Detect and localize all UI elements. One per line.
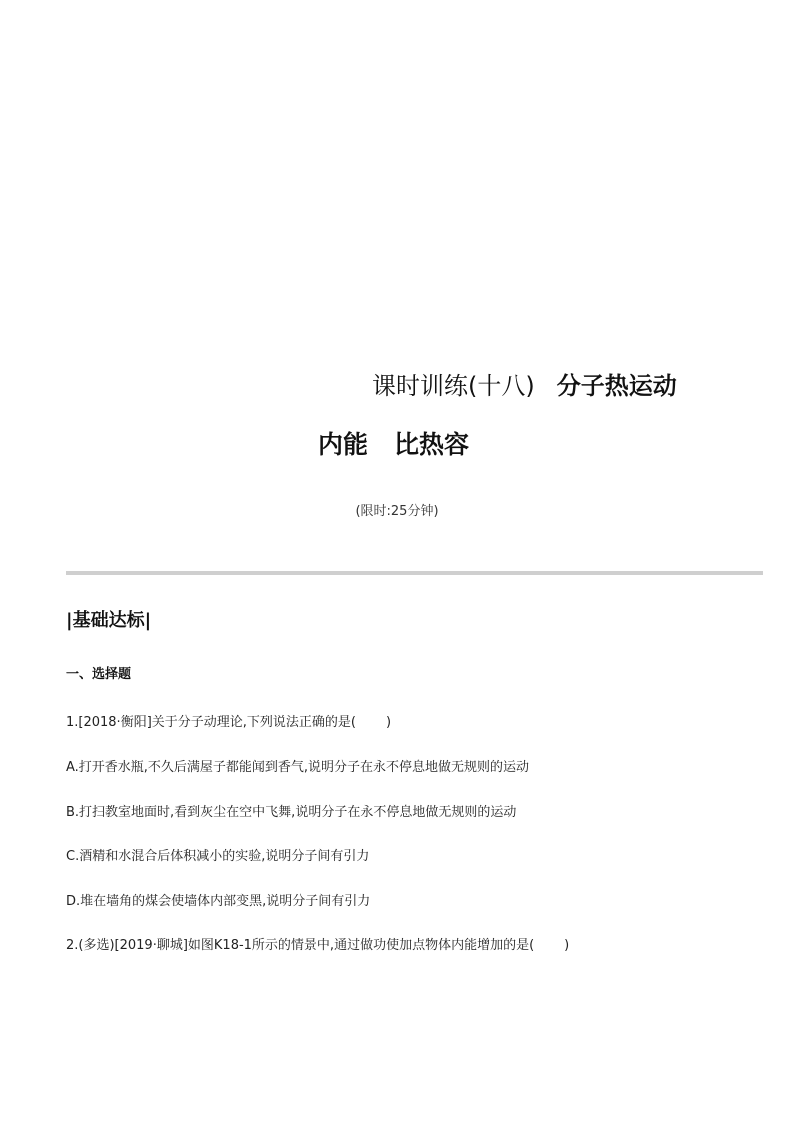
option-c: C.酒精和水混合后体积减小的实验,说明分子间有引力 [66, 849, 370, 864]
question-2-stem: 2.(多选)[2019·聊城]如图K18-1所示的情景中,通过做功使加点物体内能增加的是( [66, 938, 535, 953]
title-topic-specific-heat: 比热容 [394, 430, 470, 459]
title-line-1 [372, 368, 677, 404]
time-limit: (限时:25分钟) [355, 504, 439, 519]
question-1 [66, 714, 391, 732]
section-heading: |基础达标| [66, 610, 152, 631]
title-lesson: 课时训练(十八) [372, 372, 535, 400]
option-d: D.堆在墙角的煤会使墙体内部变黑,说明分子间有引力 [66, 894, 371, 909]
title-topic: 分子热运动 [556, 372, 677, 400]
option-a: A.打开香水瓶,不久后满屋子都能闻到香气,说明分子在永不停息地做无规则的运动 [66, 760, 530, 775]
question-2 [66, 937, 569, 955]
subsection-heading: 一、选择题 [66, 667, 132, 682]
title-topic-internal-energy: 内能 [318, 430, 369, 459]
divider [66, 571, 763, 575]
question-1-close: ) [385, 715, 392, 730]
option-b: B.打扫教室地面时,看到灰尘在空中飞舞,说明分子在永不停息地做无规则的运动 [66, 805, 517, 820]
question-2-close: ) [564, 938, 570, 953]
question-1-stem: 1.[2018·衡阳]关于分子动理论,下列说法正确的是( [66, 715, 356, 730]
title-line-2 [318, 426, 469, 464]
